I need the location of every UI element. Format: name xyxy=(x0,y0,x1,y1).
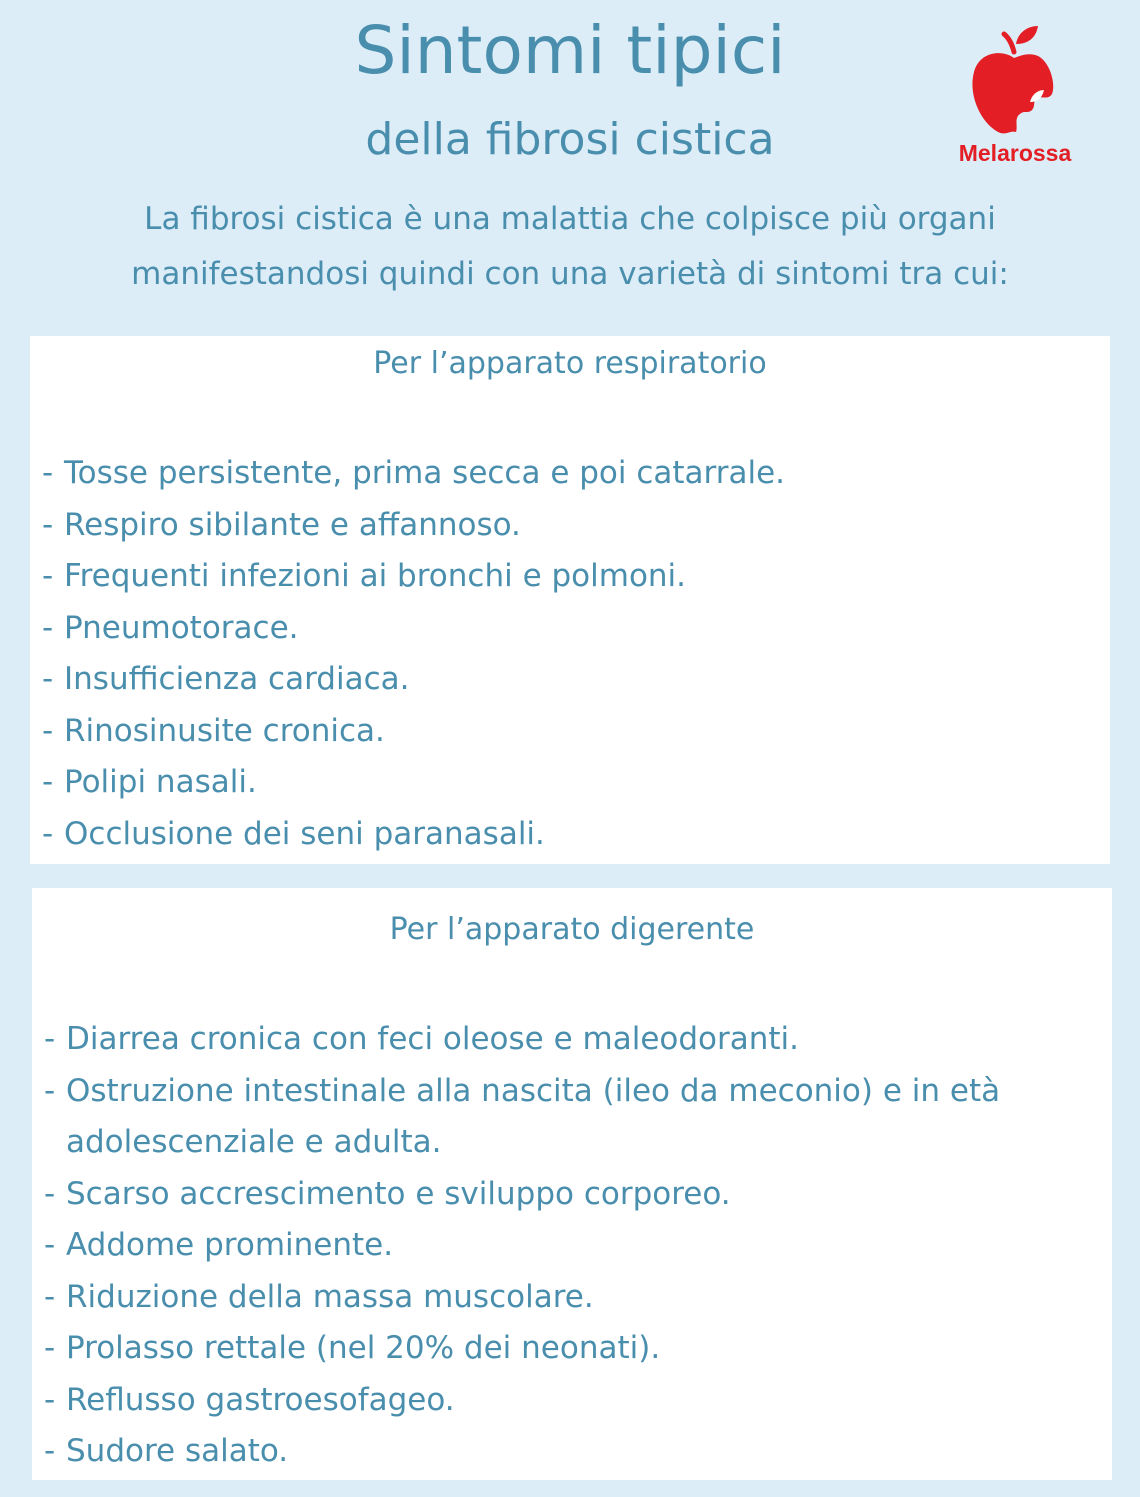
apple-icon xyxy=(968,22,1064,138)
list-item-text: - Ostruzione intestinale alla nascita (ileo da meconio) e in età xyxy=(66,1072,1001,1109)
intro-text xyxy=(0,192,1140,302)
list-item-continuation: adolescenziale e adulta. xyxy=(66,1124,442,1160)
list-item: - Frequenti infezioni ai bronchi e polmoni. xyxy=(42,551,1110,603)
list-item: - Prolasso rettale (nel 20% dei neonati). xyxy=(44,1323,1112,1375)
section-heading: Per l’apparato respiratorio xyxy=(373,346,767,381)
section-heading: Per l’apparato digerente xyxy=(389,912,755,947)
list-item xyxy=(44,1066,1112,1169)
list-item: - Tosse persistente, prima secca e poi catarrale. xyxy=(42,448,1110,500)
list-item: - Respiro sibilante e affannoso. xyxy=(42,500,1110,552)
list-item: - Diarrea cronica con feci oleose e maleodoranti. xyxy=(44,1014,1112,1066)
respiratory-panel xyxy=(30,336,1110,864)
brand-name: Melarossa xyxy=(958,140,1072,166)
intro-line-1: La fibrosi cistica è una malattia che colpisce più organi xyxy=(144,201,996,237)
list-item: - Scarso accrescimento e sviluppo corporeo. xyxy=(44,1169,1112,1221)
list-item: - Insufficienza cardiaca. xyxy=(42,654,1110,706)
list-item: - Riduzione della massa muscolare. xyxy=(44,1272,1112,1324)
list-item: - Sudore salato. xyxy=(44,1426,1112,1478)
symptom-list xyxy=(32,1014,1112,1478)
list-item: - Occlusione dei seni paranasali. xyxy=(42,809,1110,861)
list-item: - Addome prominente. xyxy=(44,1220,1112,1272)
symptom-list xyxy=(30,448,1110,860)
brand-logo xyxy=(940,22,1090,172)
intro-line-2: manifestandosi quindi con una varietà di sintomi tra cui: xyxy=(131,256,1009,292)
list-item: - Rinosinusite cronica. xyxy=(42,706,1110,758)
list-item: - Polipi nasali. xyxy=(42,757,1110,809)
page-title: Sintomi tipici xyxy=(354,12,786,89)
page-subtitle: della fibrosi cistica xyxy=(365,114,775,165)
list-item: - Reflusso gastroesofageo. xyxy=(44,1375,1112,1427)
digestive-panel xyxy=(32,888,1112,1480)
list-item: - Pneumotorace. xyxy=(42,603,1110,655)
